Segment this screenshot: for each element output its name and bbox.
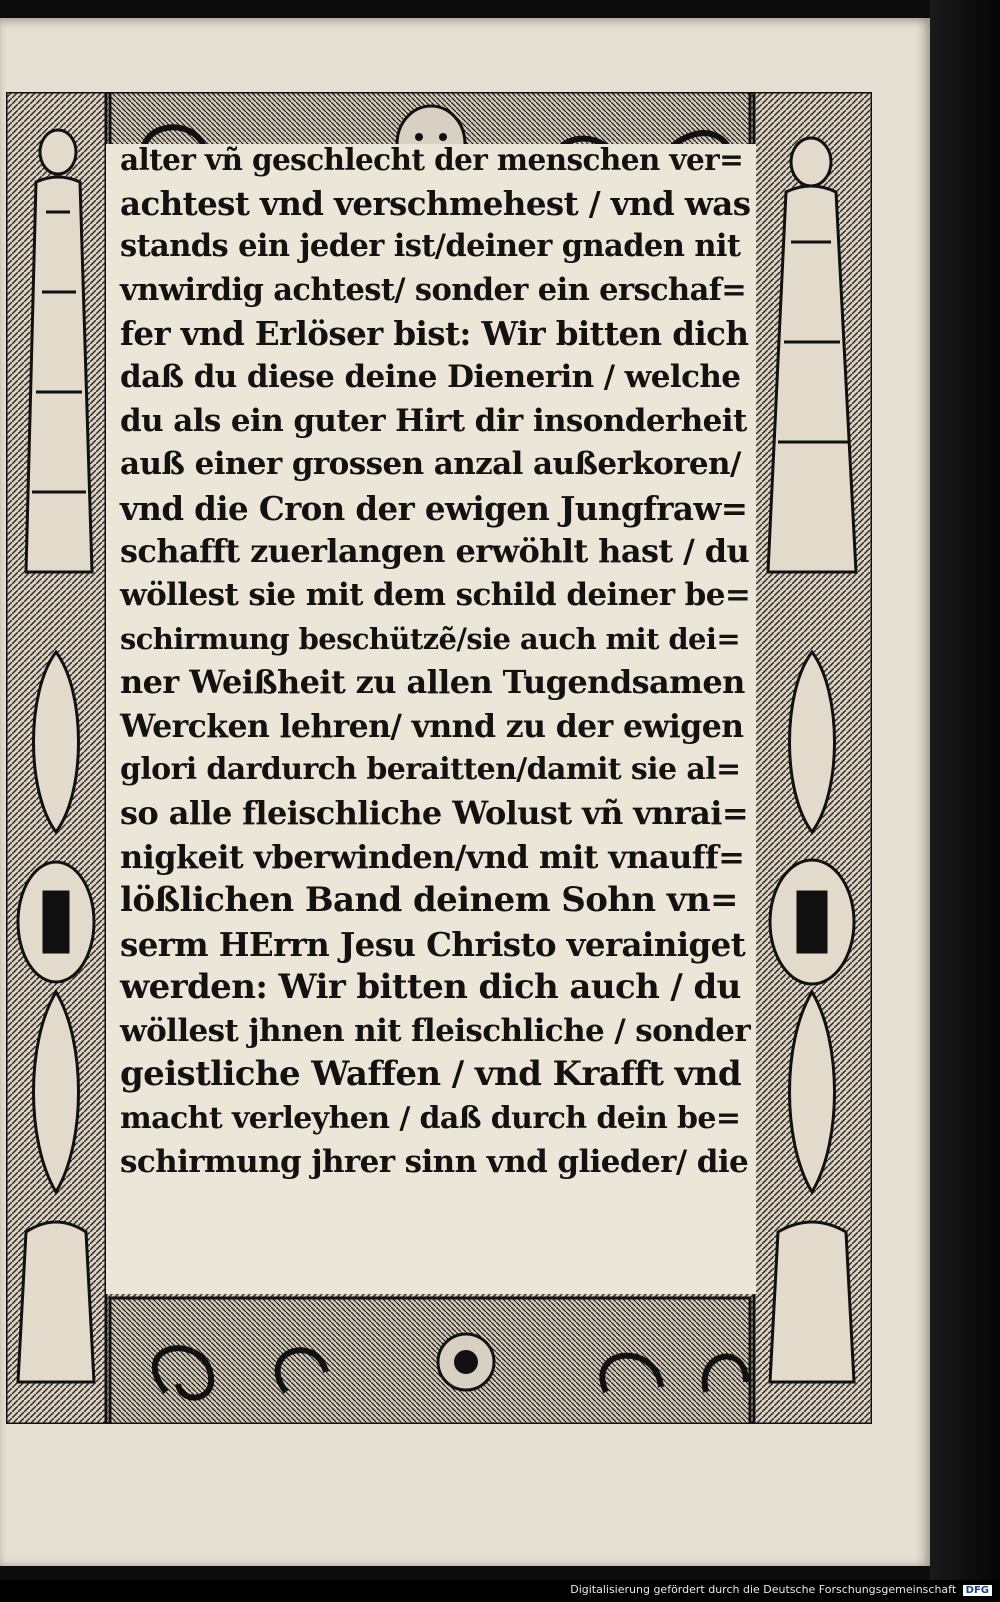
text-line: wöllest sie mit dem schild deiner be= (120, 576, 751, 613)
text-line: nigkeit vberwinden/vnd mit vnauff= (120, 837, 745, 876)
text-line: vnwirdig achtest/ sonder ein erschaf= (120, 271, 747, 308)
text-line: glori dardurch beraitten/damit sie al= (120, 752, 741, 788)
text-line: ner Weißheit zu allen Tugendsamen (120, 663, 745, 702)
text-line: werden: Wir bitten dich auch / du (120, 967, 741, 1008)
text-line: schirmung jhrer sinn vnd glieder/ die (120, 1143, 749, 1180)
text-line: serm HErrn Jesu Christo verainiget (120, 924, 746, 964)
text-line: stands ein jeder ist/deiner gnaden nit (120, 228, 741, 265)
text-line: schirmung beschützẽ/sie auch mit dei= (120, 621, 741, 656)
text-line: lößlichen Band deinem Sohn vn= (120, 880, 738, 921)
text-line: vnd die Cron der ewigen Jungfraw= (120, 488, 748, 528)
text-line: alter vñ geschlecht der menschen ver= (120, 142, 744, 177)
text-line: auß einer grossen anzal außerkoren/ (120, 446, 741, 483)
text-line: Wercken lehren/ vnnd zu der ewigen (120, 707, 744, 745)
text-line: daß du diese deine Dienerin / welche (120, 358, 741, 395)
text-line: wöllest jhnen nit fleischliche / sonder (120, 1012, 751, 1049)
footer-credit (570, 1583, 992, 1596)
dfg-logo[interactable]: DFG (963, 1585, 992, 1596)
footer-bar (0, 1580, 1000, 1602)
text-line: fer vnd Erlöser bist: Wir bitten dich (120, 314, 749, 354)
text-line: achtest vnd verschmehest / vnd was (120, 183, 751, 223)
text-line: du als ein guter Hirt dir insonderheit (120, 402, 747, 439)
book-spine-shadow (930, 0, 1000, 1602)
page-text-lines (120, 138, 750, 1184)
text-line: geistliche Waffen / vnd Krafft vnd (120, 1054, 742, 1095)
footer-credit-text: Digitalisierung gefördert durch die Deutsche Forschungsgemeinschaft (570, 1583, 957, 1596)
text-line: schafft zuerlangen erwöhlt hast / du (120, 532, 750, 571)
text-line: so alle fleischliche Wolust vñ vnrai= (120, 793, 749, 832)
text-line: macht verleyhen / daß durch dein be= (120, 1101, 741, 1137)
